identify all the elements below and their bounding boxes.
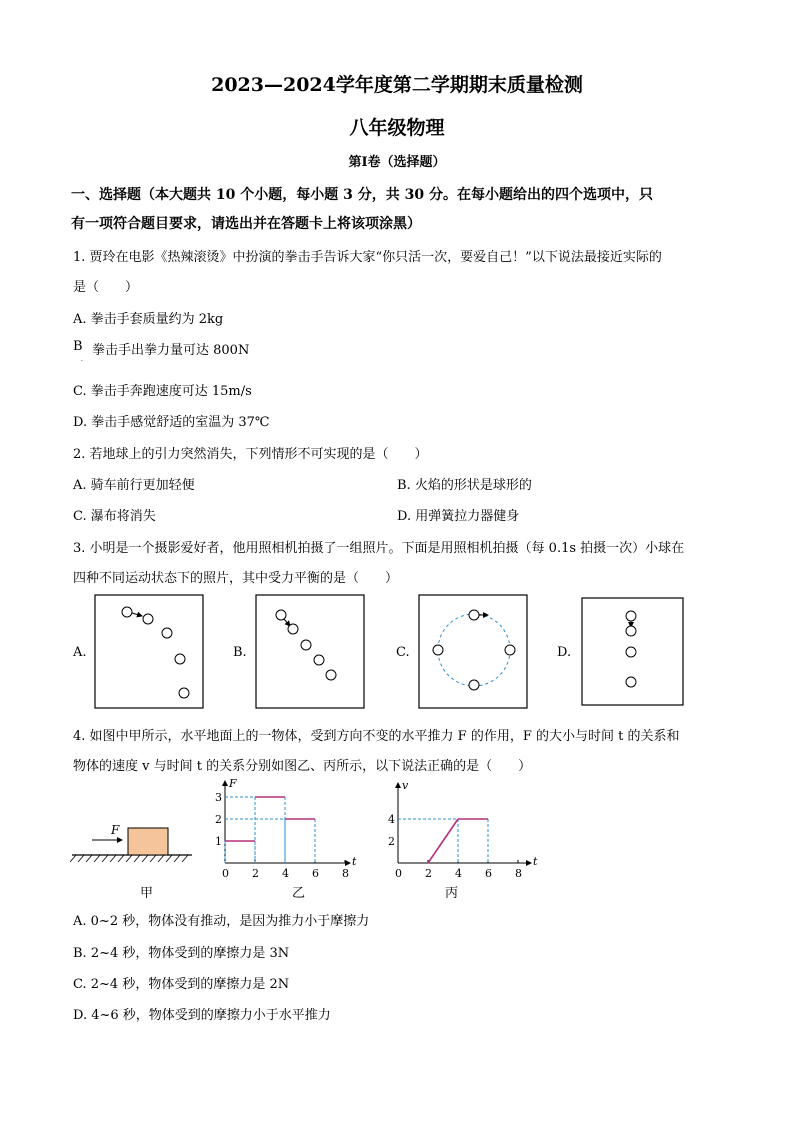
x-tick-label: 4 [455,867,462,880]
block [128,828,168,855]
q1-option-b-letter: B [73,339,83,354]
q2-option-b: B. 火焰的形状是球形的 [397,478,532,493]
exam-title: 2023—2024学年度第二学期期末质量检测 [211,74,583,96]
x-tick-label: 8 [342,867,349,880]
q4-stem-line1: 4. 如图中甲所示，水平地面上的一物体，受到方向不变的水平推力 F 的作用，F 的大小与时间 t 的关系和 [73,729,680,744]
q3-label-c: C. [396,645,410,660]
chart-yi [210,775,360,883]
q1-option-a: A. 拳击手套质量约为 2kg [73,312,224,327]
y-axis-label: v [402,779,409,792]
x-axis-label: t [352,855,357,868]
q3-photo-a [95,595,203,708]
y-tick-label: 2 [215,813,222,826]
x-tick-label: 4 [282,867,289,880]
q3-label-d: D. [557,645,572,660]
q1-stem-line1: 1. 贾玲在电影《热辣滚烫》中扮演的拳击手告诉大家“你只活一次，要爱自己！”以下说法最接近实际的 [73,250,662,265]
q4-option-d: D. 4~6 秒，物体受到的摩擦力小于水平推力 [73,1008,331,1023]
x-tick-label: 8 [515,867,522,880]
y-axis-label: F [229,777,237,790]
y-tick-label: 1 [215,835,222,848]
x-tick-label: 6 [312,867,319,880]
q4-option-c: C. 2~4 秒，物体受到的摩擦力是 2N [73,977,290,992]
y-tick-label: 3 [215,791,222,804]
x-axis-label: t [533,855,538,868]
part1-instructions-line2: 有一项符合题目要求，请选出并在答题卡上将该项涂黑） [71,216,421,232]
x-tick-label: 0 [395,867,402,880]
q4-stem-line2: 物体的速度 v 与时间 t 的关系分别如图乙、丙所示，以下说法正确的是（ ） [73,759,532,774]
q1-option-d: D. 拳击手感觉舒适的室温为 37℃ [73,415,270,430]
fig-jia-block [70,818,200,863]
subject-title: 八年级物理 [349,117,445,139]
q4-option-b: B. 2~4 秒，物体受到的摩擦力是 3N [73,946,290,961]
fig-label-jia: 甲 [140,886,154,901]
force-label: F [111,823,120,837]
x-tick-label: 2 [252,867,259,880]
q1-option-b: 拳击手出拳力量可达 800N [92,343,250,358]
fig-label-yi: 乙 [292,886,306,901]
q2-option-a: A. 骑车前行更加轻便 [73,478,195,493]
q2-stem: 2. 若地球上的引力突然消失，下列情形不可实现的是（ ） [73,447,428,462]
q1-stem-line2: 是（ ） [73,280,139,295]
q3-photo-d [582,598,683,705]
x-tick-label: 0 [222,867,229,880]
data-segment-1 [428,819,458,863]
y-tick-label: 4 [388,813,395,826]
x-tick-label: 2 [425,867,432,880]
y-tick-label: 2 [388,835,395,848]
q3-photo-b [256,595,364,708]
q2-option-d: D. 用弹簧拉力器健身 [397,509,520,524]
fig-label-bing: 丙 [445,886,459,901]
part1-instructions-line1: 一、选择题（本大题共 10 个小题，每小题 3 分，共 30 分。在每小题给出的四个选项中，只 [71,187,653,203]
q3-stem-line1: 3. 小明是一个摄影爱好者，他用照相机拍摄了一组照片。下面是用照相机拍摄（每 0.1s 拍摄一次）小球在 [73,541,685,556]
chart-bing [383,775,543,883]
q2-option-c: C. 瀑布将消失 [73,509,156,524]
q3-stem-line2: 四种不同运动状态下的照片，其中受力平衡的是（ ） [73,571,399,586]
q3-label-a: A. [73,645,87,660]
x-tick-label: 6 [485,867,492,880]
q3-photo-c [419,595,527,708]
q1-option-c: C. 拳击手奔跑速度可达 15m/s [73,384,252,399]
q3-label-b: B. [233,645,247,660]
q1-option-b-dot: . [81,356,83,363]
section-title: 第Ⅰ卷（选择题） [348,155,446,170]
q4-option-a: A. 0~2 秒，物体没有推动，是因为推力小于摩擦力 [73,914,370,929]
